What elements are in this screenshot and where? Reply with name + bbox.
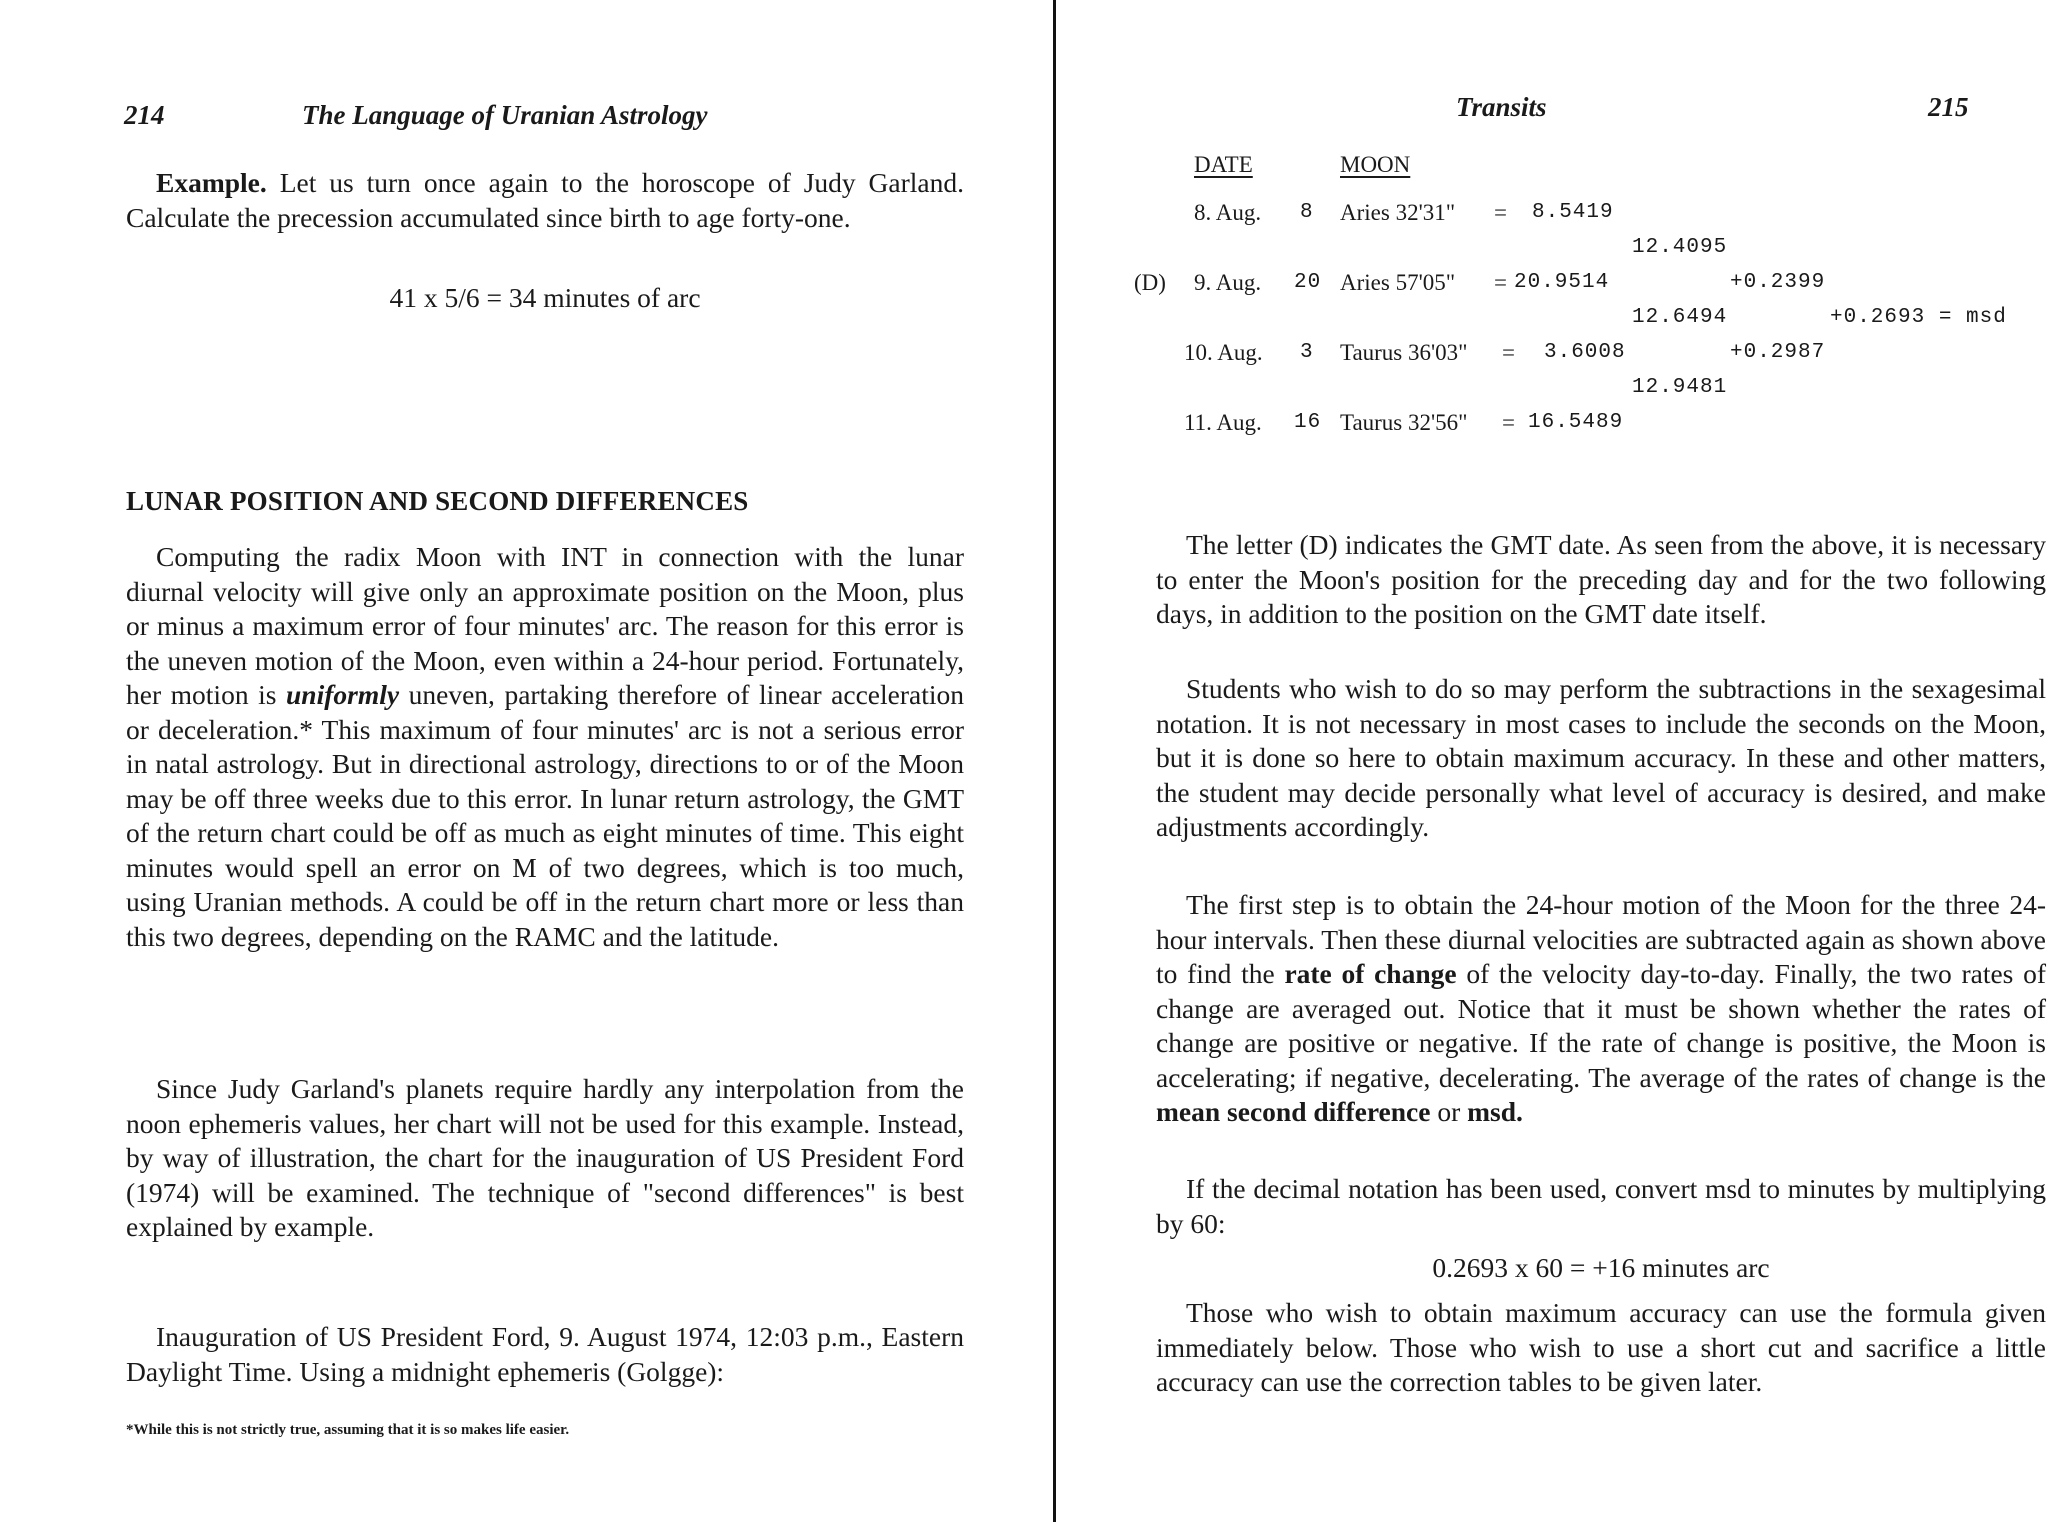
row-sign: Aries 57'05"	[1340, 270, 1456, 295]
row-eq: =	[1494, 200, 1507, 225]
row-eq: =	[1494, 270, 1507, 295]
row-sign: Taurus 36'03"	[1340, 340, 1468, 365]
second-diff: +0.2987	[1730, 341, 1826, 364]
body-paragraph-5: Those who wish to obtain maximum accuracy can use the formula given immediately below. Those who wish to use a short cut and sacrifice a little accuracy can use the correction tables to be given later.	[1156, 1297, 2046, 1397]
body-paragraph-3: The first step is to obtain the 24-hour motion of the Moon for the three 24-hour intervals. Then these diurnal velocities are subtracted again as shown above to find the rate of change of the velocity day-to-day. Finally, the two rates of change are averaged out. Notice that it must be shown whether the rates of change are positive or negative. If the rate of change is positive, the Moon is accelerating; if negative, decelerating. The average of the rates of change is the mean second difference or msd.	[1156, 889, 2046, 1127]
row-sign: Taurus 32'56"	[1340, 410, 1468, 435]
term-mean-second-difference: mean second difference	[1156, 1096, 1431, 1127]
body-paragraph-4: If the decimal notation has been used, convert msd to minutes by multiplying by 60:	[1156, 1173, 2046, 1239]
example-text: Let us turn once again to the horoscope of Judy Garland. Calculate the precession accumulated since birth to age forty-one.	[126, 167, 965, 233]
row-sign: Aries 32'31"	[1340, 200, 1456, 225]
row-date: 10. Aug.	[1184, 340, 1263, 365]
row-date: 9. Aug.	[1194, 270, 1262, 295]
msd-formula: 0.2693 x 60 = +16 minutes arc	[1432, 1252, 1770, 1283]
row-hour: 20	[1294, 271, 1322, 294]
running-title: The Language of Uranian Astrology	[302, 100, 708, 130]
body-paragraph-2: Since Judy Garland's planets require hardly any interpolation from the noon ephemeris values, her chart will not be used for this example. Instead, by way of illustration, the chart for the inauguration of US President Ford (1974) will be examined. The technique of "second differences" is best explained by example.	[126, 1073, 964, 1242]
running-title: Transits	[1456, 92, 1547, 122]
section-heading: LUNAR POSITION AND SECOND DIFFERENCES	[126, 486, 749, 516]
row-hour: 8	[1300, 201, 1314, 224]
first-diff: 12.4095	[1632, 236, 1728, 259]
page-number: 214	[124, 100, 165, 130]
row-date: 8. Aug.	[1194, 200, 1262, 225]
row-decimal: 20.9514	[1514, 271, 1610, 294]
row-eq: =	[1502, 410, 1515, 435]
col-header-date: DATE	[1194, 152, 1253, 177]
row-decimal: 3.6008	[1544, 341, 1626, 364]
example-paragraph	[126, 166, 964, 235]
second-diff: +0.2399	[1730, 271, 1826, 294]
row-marker: (D)	[1134, 270, 1166, 295]
footnote: *While this is not strictly true, assuming that it is so makes life easier.	[126, 1422, 570, 1438]
body-paragraph-2: Students who wish to do so may perform the subtractions in the sexagesimal notation. It is not necessary in most cases to include the seconds on the Moon, but it is done so here to obtain maximum accuracy. In these and other matters, the student may decide personally what level of accuracy is desired, and make adjustments accordingly.	[1156, 673, 2046, 842]
row-date: 11. Aug.	[1184, 410, 1262, 435]
row-eq: =	[1502, 340, 1515, 365]
row-decimal: 16.5489	[1528, 411, 1624, 434]
right-page	[1058, 0, 2048, 1522]
msd-value: +0.2693 = msd	[1830, 306, 2007, 329]
row-hour: 3	[1300, 341, 1314, 364]
emphasis-uniformly: uniformly	[286, 679, 400, 710]
gutter-divider	[1053, 0, 1056, 1522]
body-paragraph-3: Inauguration of US President Ford, 9. August 1974, 12:03 p.m., Eastern Daylight Time. Using a midnight ephemeris (Golgge):	[126, 1321, 964, 1387]
example-lead: Example.	[156, 167, 267, 198]
term-msd: msd.	[1467, 1096, 1523, 1127]
col-header-moon: MOON	[1340, 152, 1411, 177]
row-decimal: 8.5419	[1532, 201, 1614, 224]
term-rate-of-change: rate of change	[1284, 958, 1457, 989]
body-paragraph-1: Computing the radix Moon with INT in connection with the lunar diurnal velocity will give only an approximate position on the Moon, plus or minus a maximum error of four minutes' arc. The reason for this error is the uneven motion of the Moon, even within a 24-hour period. Fortunately, her motion is uniformly uneven, partaking therefore of linear acceleration or deceleration.* This maximum of four minutes' arc is not a serious error in natal astrology. But in directional astrology, directions to or of the Moon may be off three weeks due to this error. In lunar return astrology, the GMT of the return chart could be off as much as eight minutes of time. This eight minutes would spell an error on M of two degrees, which is too much, using Uranian methods. A could be off in the return chart more or less than this two degrees, depending on the RAMC and the latitude.	[126, 541, 964, 952]
page-number: 215	[1928, 92, 1969, 122]
first-diff: 12.6494	[1632, 306, 1728, 329]
body-paragraph-1: The letter (D) indicates the GMT date. As seen from the above, it is necessary to enter the Moon's position for the preceding day and for the two following days, in addition to the position on the GMT date itself.	[1156, 529, 2046, 629]
row-hour: 16	[1294, 411, 1322, 434]
moon-table	[1058, 0, 2048, 460]
precession-formula: 41 x 5/6 = 34 minutes of arc	[389, 282, 701, 313]
first-diff: 12.9481	[1632, 376, 1728, 399]
